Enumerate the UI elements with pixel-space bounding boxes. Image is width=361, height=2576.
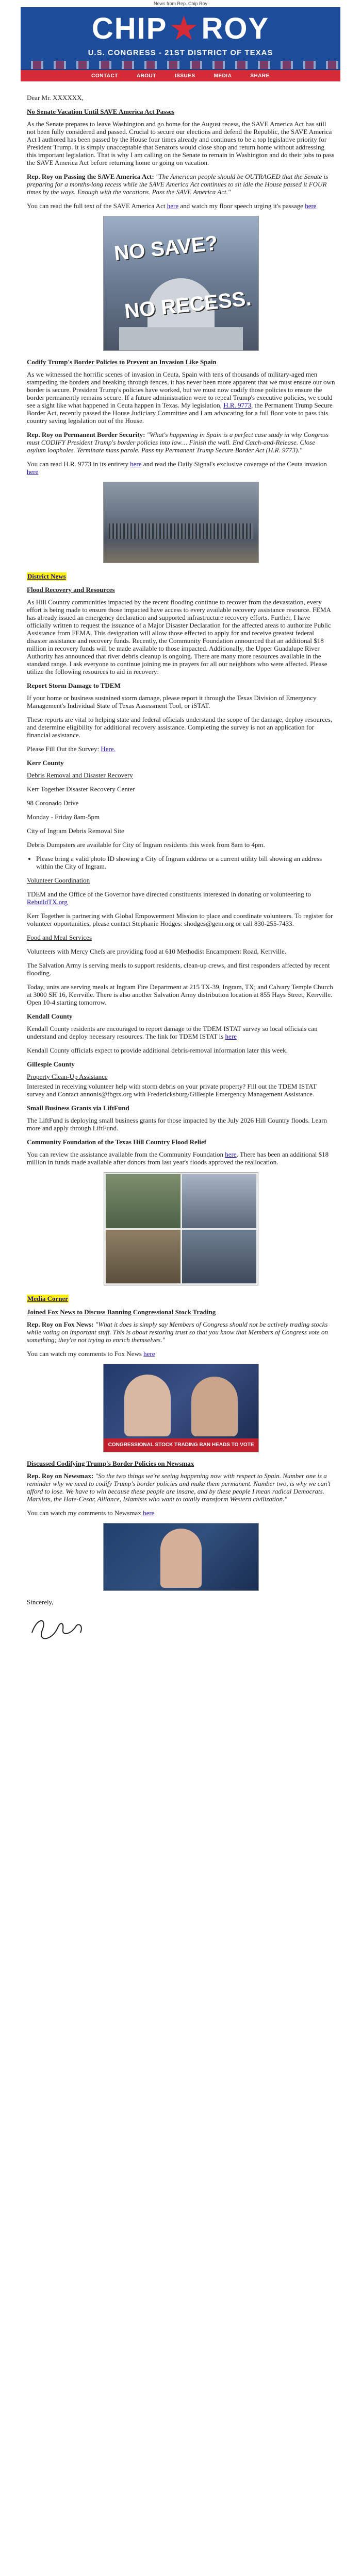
fox-chyron: CONGRESSIONAL STOCK TRADING BAN HEADS TO VOTE bbox=[104, 1438, 258, 1452]
survey-line bbox=[27, 745, 335, 753]
topline: News from Rep. Chip Roy bbox=[153, 1, 208, 6]
fox-quote-lead: Rep. Roy on Fox News: bbox=[27, 1320, 94, 1328]
report-p1: If your home or business sustained storm damage, please report it through the Texas Division of Emergency Management's Individual State of Texas Assessment Tool, or iSTAT. bbox=[27, 694, 317, 709]
fox-video-thumbnail[interactable] bbox=[103, 1364, 259, 1452]
flood-collage-image bbox=[104, 1172, 258, 1285]
content bbox=[21, 81, 340, 1643]
volunteer-p1 bbox=[27, 890, 335, 906]
fox-title: Joined Fox News to Discuss Banning Congressional Stock Trading bbox=[27, 1308, 216, 1316]
email-body bbox=[21, 7, 340, 1652]
sec1-p1: As the Senate prepares to leave Washington and go home for the August recess, the SAVE America Act has still not been fully considered and passed. Crucial to secure our elections and defend the Republic, the SAVE America Act I authored has been passed by the House four times already and continues to be a top legislative priority for President Trump. It is simply unacceptable that Senators would close shop and return home without addressing this important legislation. That is why I am calling on the Senate to remain in Washington and do their jobs to pass the SAVE America Act before returning home or going on vacation. bbox=[27, 120, 335, 166]
district-news-title: District News bbox=[27, 572, 66, 580]
brand-last: ROY bbox=[201, 12, 270, 45]
survey-link[interactable]: Here. bbox=[101, 745, 116, 753]
collage-photo-3 bbox=[106, 1230, 180, 1284]
closing: Sincerely, bbox=[27, 1598, 54, 1606]
greeting: Dear Mr. XXXXXX, bbox=[27, 94, 84, 101]
newsmax-quote-lead: Rep. Roy on Newsmax: bbox=[27, 1472, 94, 1480]
cf-p1b: . There has been an additional $18 million in funds made available after donors from last year's floods approved the reallocation. bbox=[27, 1150, 329, 1166]
rebuildtx-link[interactable]: RebuildTX.org bbox=[27, 898, 68, 906]
sec1-quote-text: "The American people should be OUTRAGED that the Senate is preparing for a months-long recess while the SAVE America Act continues to sit idle the House passed it FOUR times by the ways. Enough with the vacations. Pass the SAVE America Act." bbox=[27, 173, 329, 196]
media-corner-title: Media Corner bbox=[27, 1295, 69, 1302]
small-biz-title: Small Business Grants via LiftFund bbox=[27, 1104, 129, 1112]
fox-quote bbox=[27, 1320, 335, 1344]
sec2-heading: Codify Trump's Border Policies to Prevent an Invasion Like Spain bbox=[27, 358, 217, 366]
newsmax-quote-text: "So the two things we're seeing happening now with respect to Spain. Number one is a reminder why we need to codify Trump's border policies and make them permanent. Number two, is why we can't afford to lose. We have to win because these people are insane, and by these people I mean radical Democrats. Marxists, the Hate-Cesar, Alliance, Islamists who want to totally transform Western civilization." bbox=[27, 1472, 331, 1503]
floor-speech-link[interactable]: here bbox=[305, 202, 317, 210]
gillespie-sub: Property Clean-Up Assistance bbox=[27, 1073, 108, 1080]
sec2-p1b: , the Permanent Trump Secure Border Act, recently passed the House Judiciary Committee and I am advocating for a full floor vote to pass this country saving legislation out of the House. bbox=[27, 401, 333, 425]
sec2-p2 bbox=[27, 460, 335, 476]
image-text-2: NO RECESS. bbox=[123, 287, 253, 323]
header-banner bbox=[21, 7, 340, 70]
report-title: Report Storm Damage to TDEM bbox=[27, 682, 121, 689]
food-p2: The Salvation Army is serving meals to support residents, clean-up crews, and first responders affected by recent flooding. bbox=[27, 961, 330, 977]
collage-photo-2 bbox=[182, 1174, 257, 1228]
kendall-title: Kendall County bbox=[27, 1012, 73, 1020]
fox-host-1 bbox=[124, 1375, 171, 1436]
fox-quote-text: "What it does is simply say Members of Congress should not be actively trading stocks while voting on important stuff. This is about restoring trust so that you know that Members of Congress vote on something; they're not trying to enrich themselves." bbox=[27, 1320, 329, 1344]
nav-share[interactable]: SHARE bbox=[250, 73, 270, 79]
sec1-p2a: You can read the full text of the SAVE America Act bbox=[27, 202, 167, 210]
flood-p1: As Hill Country communities impacted by the recent flooding continue to recover from the devastation, every effort is being made to ensure those impacted have access to every available recovery assistance resource. FEMA has already issued an emergency declaration and supported infrastructure recovery efforts. Further, I have officially written to request the issuance of a Major Disaster Declaration for the affected areas to authorize Public Assistance from FEMA. This designation will allow those effected to apply for and receive greatest federal disaster assistance and recovery funds. Recently, the Community Foundation announced that an additional $18 million in recovery funds will be made available to those impacted. Additionally, the Upper Guadalupe River Authority has announced that river debris cleanup is ongoing. There are many more resources available in the standard range. I ask everyone to continue joining me in prayers for all our neighbors who were affected. Please utilize the following resources to aid in recovery: bbox=[27, 598, 331, 675]
gillespie-p: Interested in receiving volunteer help with storm debris on your private property? Fill out the TDEM ISTAT survey and Contact annonis@fbgtx.org with Fredericksburg/Gillespie Emergency Management Assistance. bbox=[27, 1082, 317, 1098]
ceuta-crowd-image bbox=[103, 482, 259, 563]
sec1-p2b: and watch my floor speech urging it's passage bbox=[178, 202, 305, 210]
survey-lead: Please Fill Out the Survey: bbox=[27, 745, 101, 753]
kerr-debris: Debris Removal and Disaster Recovery bbox=[27, 771, 133, 779]
signature bbox=[27, 1612, 335, 1643]
image-text-1: NO SAVE? bbox=[113, 231, 219, 265]
kendall-p2: Kendall County officials expect to provide additional debris-removal information later this week. bbox=[27, 1046, 288, 1054]
nav-contact[interactable]: CONTACT bbox=[91, 73, 118, 79]
gillespie-title: Gillespie County bbox=[27, 1060, 75, 1068]
newsmax-host bbox=[160, 1529, 202, 1588]
kerr-address: 98 Coronado Drive bbox=[27, 799, 79, 807]
flood-title: Flood Recovery and Resources bbox=[27, 586, 115, 594]
sec2-quote bbox=[27, 431, 335, 454]
hr9773-full-link[interactable]: here bbox=[130, 460, 142, 468]
fox-watch-text: You can watch my comments to Fox News bbox=[27, 1350, 144, 1358]
ingram-p: Debris Dumpsters are available for City of Ingram residents this week from 8am to 4pm. bbox=[27, 841, 265, 849]
kerr-hours: Monday - Friday 8am-5pm bbox=[27, 813, 100, 821]
ingram-title: City of Ingram Debris Removal Site bbox=[27, 827, 124, 835]
kendall-p1a: Kendall County residents are encouraged to report damage to the TDEM ISTAT survey so local officials can understand and deploy necessary resources. The link for TDEM ISTAT is bbox=[27, 1025, 318, 1040]
kendall-link[interactable]: here bbox=[225, 1032, 237, 1040]
fox-link[interactable]: here bbox=[143, 1350, 155, 1358]
brand-logo bbox=[21, 10, 340, 47]
fox-host-2 bbox=[191, 1377, 238, 1436]
sec2-p1 bbox=[27, 370, 335, 425]
newsmax-watch bbox=[27, 1509, 335, 1517]
sec1-heading: No Senate Vacation Until SAVE America Act Passes bbox=[27, 108, 175, 115]
sec2-p2a: You can read H.R. 9773 in its entirety bbox=[27, 460, 130, 468]
nav-issues[interactable]: ISSUES bbox=[174, 73, 195, 79]
newsmax-title: Discussed Codifying Trump's Border Policies on Newsmax bbox=[27, 1460, 194, 1467]
kerr-center: Kerr Together Disaster Recovery Center bbox=[27, 785, 135, 793]
crowd-shape bbox=[109, 523, 253, 539]
report-p2: These reports are vital to helping state and federal officials understand the scope of the damage, deploy resources, and determine eligibility for additional recovery assistance. Completing the survey is not an application for financial assistance. bbox=[27, 716, 333, 739]
signature-graphic bbox=[27, 1612, 89, 1643]
newsmax-watch-text: You can watch my comments to Newsmax bbox=[27, 1509, 143, 1517]
cf-link[interactable]: here bbox=[225, 1150, 237, 1158]
header-subtitle: U.S. CONGRESS - 21ST DISTRICT OF TEXAS bbox=[88, 48, 273, 57]
ingram-list bbox=[36, 855, 335, 870]
cf-p1a: You can review the assistance available from the Community Foundation bbox=[27, 1150, 225, 1158]
cf-title: Community Foundation of the Texas Hill Country Flood Relief bbox=[27, 1138, 207, 1146]
sec2-p1a: As we witnessed the horrific scenes of invasion in Ceuta, Spain with tens of thousands of military-aged men stampeding the borders and breaking through fences, it has never been more apparent that we must ensure our own border is secure. President Trump's policies have worked, but we must now codify those policies to ensure the border permanently remains secure. If a future administration were to repeal Trump's executive policies, we could see a sight like what happened in Ceuta happen in Texas. My legislation, bbox=[27, 370, 335, 409]
nav-media[interactable]: MEDIA bbox=[214, 73, 232, 79]
cf-p1 bbox=[27, 1150, 335, 1166]
brand-first: CHIP bbox=[91, 12, 168, 45]
volunteer-title: Volunteer Coordination bbox=[27, 876, 90, 884]
save-act-link[interactable]: here bbox=[167, 202, 179, 210]
sec2-p2b: and read the Daily Signal's exclusive coverage of the Ceuta invasion bbox=[141, 460, 327, 468]
flag-stripe bbox=[21, 61, 340, 69]
sec1-p2 bbox=[27, 202, 335, 210]
sec2-quote-text: "What's happening in Spain is a perfect case study in why Congress must CODIFY President Trump's border policies into law… Finish the wall. End Catch-and-Release. Close asylum loopholes. Terminate mass parole. Pass my Permanent Trump Secure Border Act (H.R. 9773)." bbox=[27, 431, 329, 454]
nav-bar bbox=[21, 70, 340, 81]
sec1-quote bbox=[27, 173, 335, 196]
sec1-quote-lead: Rep. Roy on Passing the SAVE America Act: bbox=[27, 173, 154, 180]
newsmax-quote bbox=[27, 1472, 335, 1503]
sec2-quote-lead: Rep. Roy on Permanent Border Security: bbox=[27, 431, 145, 438]
kendall-p1 bbox=[27, 1025, 335, 1040]
volunteer-p2: Kerr Together is partnering with Global Empowerment Mission to place and coordinate volunteers. To register for volunteer opportunities, please contact Stephanie Hodges: shodges@gem.org or call 830-255-7433. bbox=[27, 912, 333, 927]
nav-about[interactable]: ABOUT bbox=[136, 73, 156, 79]
collage-photo-4 bbox=[182, 1230, 257, 1284]
ingram-li-1: • Please bring a valid photo ID showing a City of Ingram address or a current utility bill showing an address within the City of Ingram. bbox=[36, 855, 335, 870]
capitol-base bbox=[119, 327, 243, 350]
no-save-no-recess-image bbox=[103, 216, 259, 351]
food-p3: Today, units are serving meals at Ingram Fire Department at 215 TX-39, Ingram, TX; and Calvary Temple Church at 3000 SH 16, Kerrville. There is also another Salvation Army distribution location at 855 Hays Street, Kerrville. Open 10-4 starting tomorrow. bbox=[27, 983, 333, 1006]
kerr-title: Kerr County bbox=[27, 759, 64, 767]
star-icon: ★ bbox=[170, 12, 199, 45]
small-biz-p: The LiftFund is deploying small business grants for those impacted by the July 2026 Hill Country floods. Learn more and apply through LiftFund. bbox=[27, 1116, 327, 1132]
collage-photo-1 bbox=[106, 1174, 180, 1228]
food-title: Food and Meal Services bbox=[27, 934, 92, 941]
daily-signal-link[interactable]: here bbox=[27, 468, 39, 476]
food-p1: Volunteers with Mercy Chefs are providing food at 610 Methodist Encampment Road, Kerrville. bbox=[27, 947, 287, 955]
newsmax-video-thumbnail[interactable] bbox=[103, 1523, 259, 1591]
fox-watch bbox=[27, 1350, 335, 1358]
newsmax-link[interactable]: here bbox=[143, 1509, 155, 1517]
hr9773-link[interactable]: H.R. 9773 bbox=[223, 401, 251, 409]
volunteer-p1a: TDEM and the Office of the Governor have directed constituents interested in donating or volunteering to bbox=[27, 890, 311, 898]
